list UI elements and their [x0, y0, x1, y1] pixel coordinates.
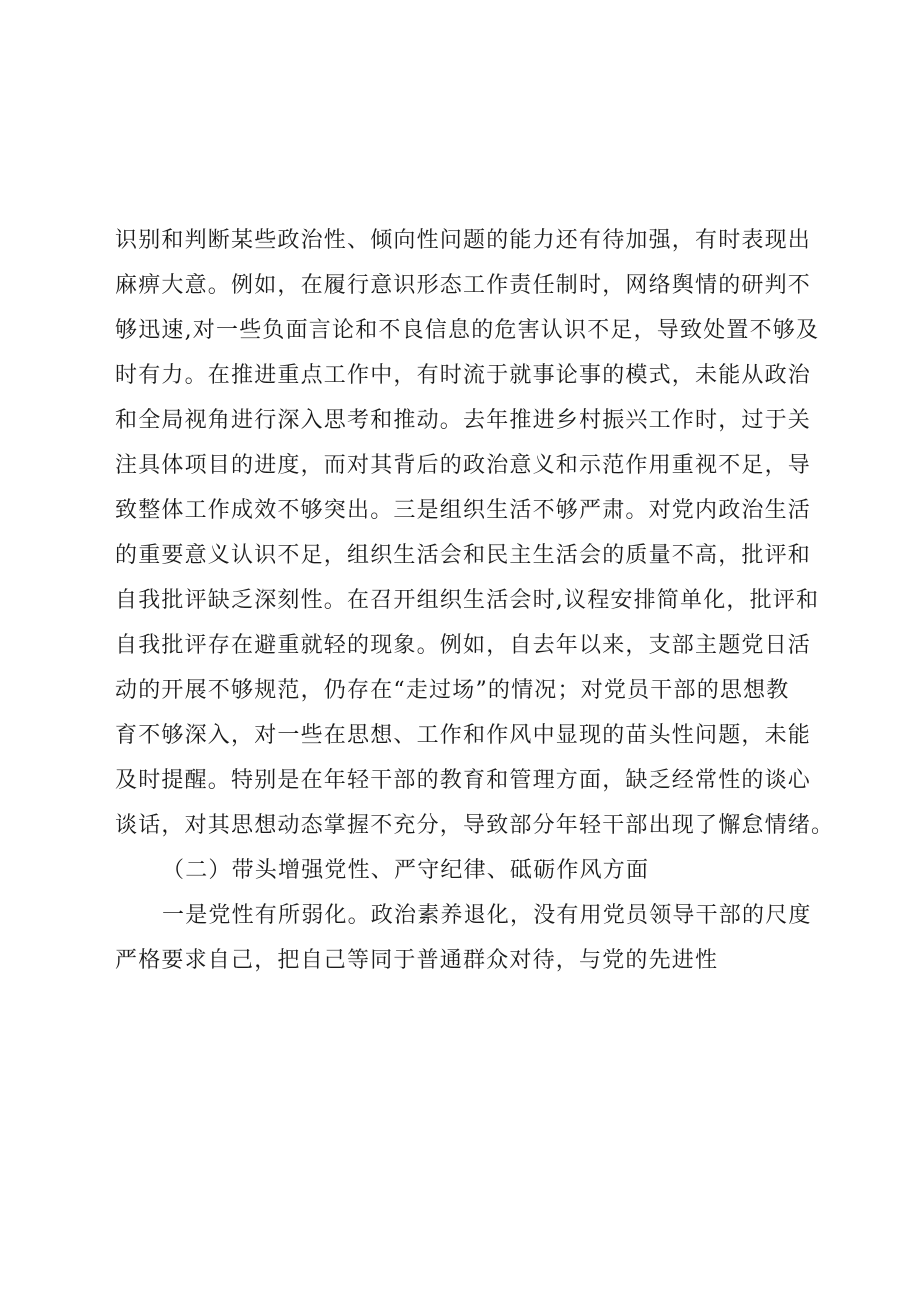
- body-line-7: 致整体工作成效不够突出。三是组织生活不够严肃。对党内政治生活: [115, 498, 812, 523]
- body-line-11: 动的开展不够规范，仍存在“走过场”的情况；对党员干部的思想教: [115, 678, 790, 703]
- body-line-9: 自我批评缺乏深刻性。在召开组织生活会时,议程安排简单化，批评和: [115, 588, 820, 613]
- body-line-2: 麻痹大意。例如，在履行意识形态工作责任制时，网络舆情的研判不: [115, 273, 812, 298]
- body-line-8: 的重要意义认识不足，组织生活会和民主生活会的质量不高，批评和: [115, 543, 812, 568]
- body-line-16: 严格要求自己，把自己等同于普通群众对待，与党的先进性: [115, 948, 719, 973]
- body-line-4: 时有力。在推进重点工作中，有时流于就事论事的模式，未能从政治: [115, 363, 812, 388]
- body-line-10: 自我批评存在避重就轻的现象。例如，自去年以来，支部主题党日活: [115, 633, 812, 658]
- body-line-1: 识别和判断某些政治性、倾向性问题的能力还有待加强，有时表现出: [115, 228, 812, 253]
- body-line-15: 一是党性有所弱化。政治素养退化，没有用党员领导干部的尺度: [162, 903, 812, 928]
- body-line-14: 谈话，对其思想动态掌握不充分，导致部分年轻干部出现了懈怠情绪。: [115, 813, 835, 838]
- body-line-3: 够迅速,对一些负面言论和不良信息的危害认识不足，导致处置不够及: [115, 318, 820, 343]
- section-heading: （二）带头增强党性、严守纪律、砥砺作风方面: [162, 858, 650, 883]
- body-line-13: 及时提醒。特别是在年轻干部的教育和管理方面，缺乏经常性的谈心: [115, 768, 812, 793]
- body-line-6: 注具体项目的进度，而对其背后的政治意义和示范作用重视不足，导: [115, 453, 812, 478]
- body-line-12: 育不够深入，对一些在思想、工作和作风中显现的苗头性问题，未能: [115, 723, 812, 748]
- body-line-5: 和全局视角进行深入思考和推动。去年推进乡村振兴工作时，过于关: [115, 408, 812, 433]
